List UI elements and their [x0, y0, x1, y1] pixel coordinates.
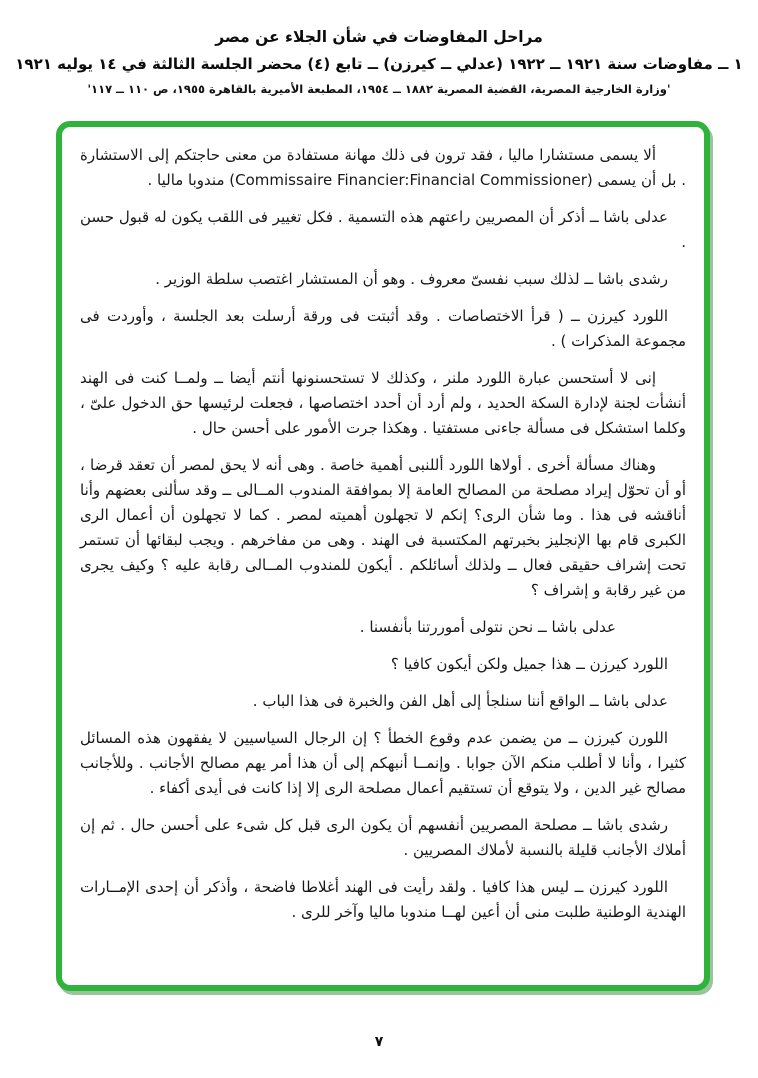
paragraph: ألا يسمى مستشارا ماليا ، فقد ترون فى ذلك مهانة مستفادة من معنى حاجتكم إلى الاستشارة . بل أن يسمى (Commissaire Financier:Financial Commissioner) مندوبا ماليا . [80, 146, 686, 189]
paragraph: عدلى باشا ــ نحن نتولى أموررتنا بأنفسنا . [359, 618, 616, 636]
paragraph: وهناك مسألة أخرى . أولاها اللورد أللنبى أهمية خاصة . وهى أنه لا يحق لمصر أن تعقد قرضا ، أو أن تحوّل إيراد مصلحة من المصالح العامة إلا بموافقة المندوب المــالى ــ وقد سألنى بعضهم وأنا أناقشه فى هذا . وما شأن الرى؟ إنكم لا تجهلون أهميته لمصر . كما لا تجهلون أن أعمال الرى الكبرى قام بها الإنجليز بخبرتهم المكتسبة فى الهند . وهى من مفاخرهم . ويجب لبقائها أن تستمر تحت إشراف حقيقى فعال ــ ولذلك أسائلكم . أيكون للمندوب المــالى رقابة عليه ؟ وكيف يجرى من غير رقابة و إشراف ؟ [80, 456, 686, 599]
document-source-citation: 'وزارة الخارجية المصرية، القضية المصرية ١٨٨٢ ــ ١٩٥٤، المطبعة الأميرية بالقاهرة ١٩٥٥، ص ١١٠ ــ ١١٧' [87, 82, 671, 96]
page-number: ٧ [374, 1034, 384, 1050]
paragraph: إنى لا أستحسن عبارة اللورد ملنر ، وكذلك لا تستحسنونها أنتم أيضا ــ ولمــا كنت فى الهند أنشأت لجنة لإدارة السكة الحديد ، ولم أرد أن أحدد اختصاصها ، فجعلت لرئيسها حق الدخول علىّ ، وكلما استشكل فى مسألة جاءنى مستفتيا . وهكذا جرت الأمور على أحسن حال . [80, 369, 686, 437]
highlight-box [56, 121, 710, 991]
paragraph: اللورد كيرزن ــ ( قرأ الاختصاصات . وقد أثبتت فى ورقة أرسلت بعد الجلسة ، وأوردت فى مجموعة المذكرات ) . [80, 307, 686, 350]
page-header [0, 28, 758, 96]
paragraph: اللورن كيرزن ــ من يضمن عدم وقوع الخطأ ؟ إن الرجال السياسيين لا يفقهون هذه المسائل كثيرا ، وأنا لا أطلب منكم الآن جوابا . وإنمــا أنبهكم إلى أن هذا أمر يهم مصالح الأجانب . وللأجانب مصالح غير الدين ، ولا يتوقع أن تستقيم أعمال مصلحة الرى إلا إذا كانت فى أيدى أكفاء . [80, 729, 686, 797]
document-subtitle: ١ ــ مفاوضات سنة ١٩٢١ ــ ١٩٢٢ (عدلي ــ كيرزن) ــ تابع (٤) محضر الجلسة الثالثة في ١٤ يوليه ١٩٢١ [15, 55, 743, 73]
document-title: مراحل المفاوضات في شأن الجلاء عن مصر [215, 28, 543, 46]
paragraph: رشدى باشا ــ لذلك سبب نفسىّ معروف . وهو أن المستشار اغتصب سلطة الوزير . [155, 270, 668, 288]
paragraph: اللورد كيرزن ــ ليس هذا كافيا . ولقد رأيت فى الهند أغلاطا فاضحة ، وأذكر أن إحدى الإمــارات الهندية الوطنية طلبت منى أن أعين لهــا مندوبا ماليا وآخر للرى . [80, 878, 686, 921]
paragraph: رشدى باشا ــ مصلحة المصريين أنفسهم أن يكون الرى قبل كل شىء على أحسن حال . ثم إن أملاك الأجانب قليلة بالنسبة لأملاك المصريين . [80, 816, 686, 859]
paragraph: عدلى باشا ــ أذكر أن المصريين راعتهم هذه التسمية . فكل تغيير فى اللقب يكون له قبول حسن . [80, 208, 686, 251]
paragraph: اللورد كيرزن ــ هذا جميل ولكن أيكون كافيا ؟ [390, 655, 668, 673]
paragraph: عدلى باشا ــ الواقع أننا سنلجأ إلى أهل الفن والخبرة فى هذا الباب . [252, 692, 668, 710]
